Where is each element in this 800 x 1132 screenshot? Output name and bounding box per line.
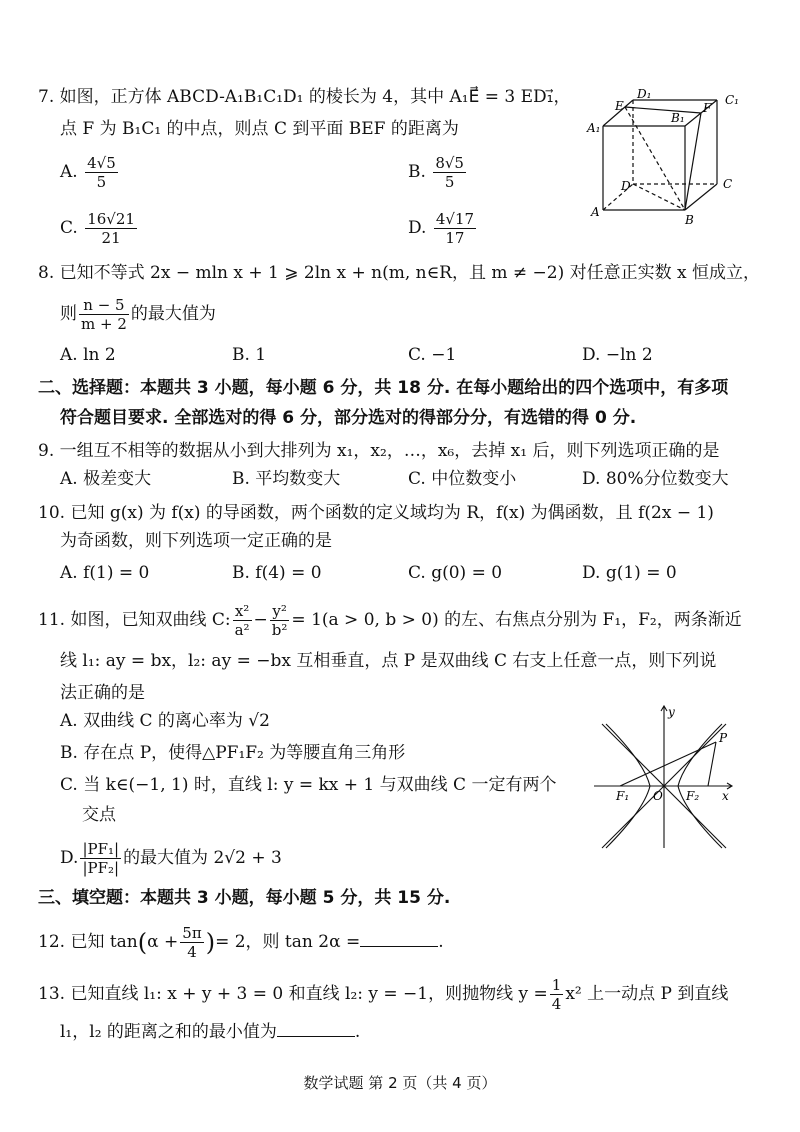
q9-line1: 9. 一组互不相等的数据从小到大排列为 x₁，x₂，…，x₆，去掉 x₁ 后，则下列选项正确的是 bbox=[38, 441, 720, 461]
q12-answer-blank[interactable] bbox=[360, 928, 438, 947]
q7-option-a-fraction: $\frac{4√5}{5}$ bbox=[87, 154, 116, 191]
q7-option-c: C. $\frac{16√21}{21}$ bbox=[60, 210, 135, 247]
q11-fraction-y: $\frac{\text{y²}}{\text{b²}}$ bbox=[271, 602, 288, 639]
section-2-instructions: 符合题目要求. 全部选对的得 6 分，部分选对的得部分分，有选错的得 0 分. bbox=[60, 408, 637, 428]
q13-line1: 13. 已知直线 l₁: x + y + 3 = 0 和直线 l₂: y = −1，则抛物线 y = $\frac{1}{4}$ x² 上一动点 P 到直线 bbox=[38, 976, 729, 1013]
q7-option-d-fraction: $\frac{4√17}{17}$ bbox=[435, 210, 475, 247]
q11-line3: 法正确的是 bbox=[60, 683, 145, 703]
q9-option-a: A. 极差变大 bbox=[60, 469, 152, 489]
q11-option-d: D. $\frac{\text{|PF₁|}}{\text{|PF₂|}}$ 的最大值为 2√2 + 3 bbox=[60, 840, 282, 877]
q11-option-d-fraction: $\frac{\text{|PF₁|}}{\text{|PF₂|}}$ bbox=[82, 840, 120, 877]
q10-line1: 10. 已知 g(x) 为 f(x) 的导函数，两个函数的定义域均为 R，f(x) 为偶函数，且 f(2x − 1) bbox=[38, 503, 714, 523]
cube-label-d1: D₁ bbox=[637, 88, 652, 101]
q7-option-c-fraction: $\frac{16√21}{21}$ bbox=[87, 210, 135, 247]
q8-option-d: D. −ln 2 bbox=[582, 345, 653, 365]
cube-label-a1: A₁ bbox=[587, 121, 601, 135]
cube-label-b1: B₁ bbox=[671, 111, 685, 125]
cube-label-c: C bbox=[723, 177, 733, 191]
cube-label-a: A bbox=[591, 205, 600, 219]
q11-option-a: A. 双曲线 C 的离心率为 √2 bbox=[60, 711, 270, 731]
q11-line2: 线 l₁: ay = bx，l₂: ay = −bx 互相垂直，点 P 是双曲线 C 右支上任意一点，则下列说 bbox=[60, 651, 717, 671]
q7-option-d: D. $\frac{4√17}{17}$ bbox=[408, 210, 475, 247]
q10-option-a: A. f(1) = 0 bbox=[60, 563, 150, 583]
cube-label-e: E bbox=[615, 99, 624, 113]
q8-fraction: $\frac{n - 5}{m + 2}$ bbox=[81, 296, 127, 333]
q7-line1: 7. 如图，正方体 ABCD-A₁B₁C₁D₁ 的棱长为 4，其中 A₁E⃗ = 3 ED₁⃗， bbox=[38, 87, 571, 107]
q13-line2: l₁，l₂ 的距离之和的最小值为 . bbox=[60, 1018, 360, 1045]
q12-line: 12. 已知 tan(α + $\frac{5\pi}{4}$ )= 2，则 tan 2α = . bbox=[38, 924, 444, 961]
q11-option-c-line2: 交点 bbox=[82, 805, 116, 825]
q8-line2: 则 $\frac{n - 5}{m + 2}$ 的最大值为 bbox=[60, 296, 216, 333]
q8-option-a: A. ln 2 bbox=[60, 345, 116, 365]
hyperbola-label-y: y bbox=[668, 705, 675, 719]
q11-fraction-x: $\frac{\text{x²}}{\text{a²}}$ bbox=[234, 602, 250, 639]
q8-option-c: C. −1 bbox=[408, 345, 457, 365]
hyperbola-figure bbox=[592, 700, 742, 852]
section-2-heading: 二、选择题：本题共 3 小题，每小题 6 分，共 18 分. 在每小题给出的四个选项中，有多项 bbox=[38, 378, 729, 398]
q10-line2: 为奇函数，则下列选项一定正确的是 bbox=[60, 531, 332, 551]
section-3-heading: 三、填空题：本题共 3 小题，每小题 5 分，共 15 分. bbox=[38, 888, 451, 908]
page-footer: 数学试题 第 2 页（共 4 页） bbox=[303, 1074, 497, 1092]
cube-label-b: B bbox=[685, 213, 694, 227]
q9-option-d: D. 80%分位数变大 bbox=[582, 469, 729, 489]
hyperbola-label-x: x bbox=[722, 789, 729, 803]
q11-option-b: B. 存在点 P，使得△PF₁F₂ 为等腰直角三角形 bbox=[60, 743, 406, 763]
q7-line2: 点 F 为 B₁C₁ 的中点，则点 C 到平面 BEF 的距离为 bbox=[60, 119, 459, 139]
hyperbola-label-f1: F₁ bbox=[616, 789, 630, 803]
cube-label-c1: C₁ bbox=[725, 93, 739, 107]
q9-option-b: B. 平均数变大 bbox=[232, 469, 341, 489]
q11-option-c-line1: C. 当 k∈(−1, 1) 时，直线 l: y = kx + 1 与双曲线 C 一定有两个 bbox=[60, 775, 557, 795]
q10-option-d: D. g(1) = 0 bbox=[582, 563, 677, 583]
cube-label-d: D bbox=[621, 179, 631, 193]
q11-line1: 11. 如图，已知双曲线 C: $\frac{\text{x²}}{\text{a²}}$ − $\frac{\text{y²}}{\text{b²}}$ = 1(a > 0, b > 0) 的左、右焦点分别为 F₁，F₂，两条渐近 bbox=[38, 602, 742, 639]
q8-line1: 8. 已知不等式 2x − mln x + 1 ⩾ 2ln x + n(m, n∈R，且 m ≠ −2) 对任意正实数 x 恒成立， bbox=[38, 263, 761, 283]
hyperbola-label-o: O bbox=[653, 789, 663, 803]
q10-option-b: B. f(4) = 0 bbox=[232, 563, 322, 583]
q7-option-b-fraction: $\frac{8√5}{5}$ bbox=[435, 154, 464, 191]
hyperbola-label-p: P bbox=[719, 731, 728, 745]
q13-answer-blank[interactable] bbox=[277, 1018, 355, 1037]
q7-option-b: B. $\frac{8√5}{5}$ bbox=[408, 154, 464, 191]
cube-figure bbox=[585, 88, 745, 238]
q10-option-c: C. g(0) = 0 bbox=[408, 563, 503, 583]
q13-fraction: $\frac{1}{4}$ bbox=[551, 976, 562, 1013]
q12-fraction: $\frac{5\pi}{4}$ bbox=[182, 924, 202, 961]
cube-label-f: F bbox=[703, 101, 712, 115]
q7-option-a: A. $\frac{4√5}{5}$ bbox=[60, 154, 116, 191]
q8-option-b: B. 1 bbox=[232, 345, 267, 365]
q9-option-c: C. 中位数变小 bbox=[408, 469, 517, 489]
hyperbola-label-f2: F₂ bbox=[686, 789, 700, 803]
